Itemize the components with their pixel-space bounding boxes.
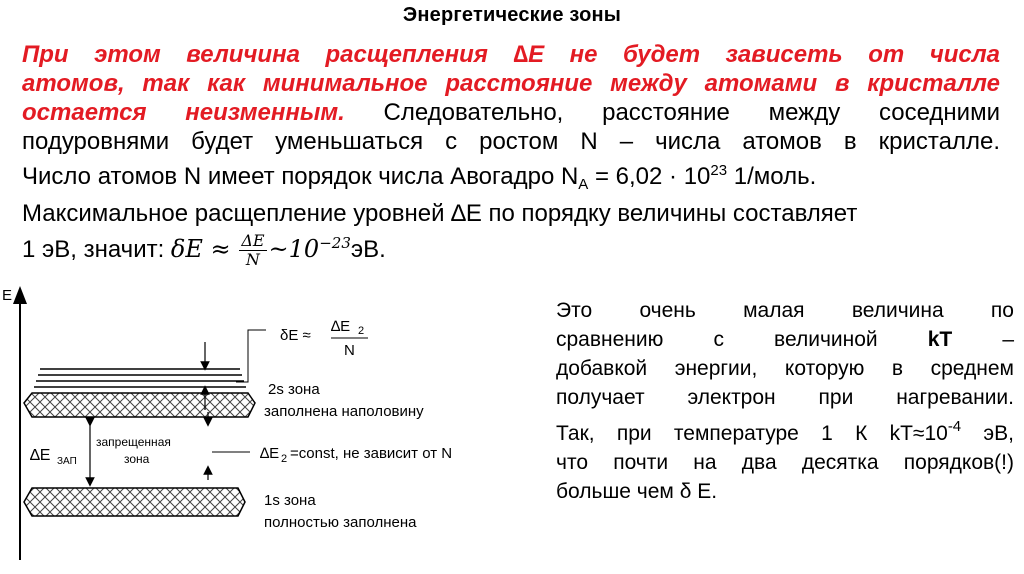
- paragraph-line-6: Максимальное расщепление уровней ∆E по порядку величины составляет: [22, 200, 858, 227]
- explanation-line-5: [556, 412, 1014, 448]
- forbidden-zone-label-1: запрещенная: [96, 435, 171, 449]
- explanation-line-5-a: Так, при температуре 1 К kT≈10: [556, 422, 948, 445]
- explanation-text: [556, 296, 1014, 506]
- avogadro-exponent: 23: [710, 162, 728, 179]
- dE-formula-numerator: ∆E: [331, 318, 351, 335]
- zone-1s-label: 1s зона: [264, 492, 316, 509]
- avogadro-subscript: A: [578, 176, 589, 193]
- red-statement-line-1: При этом величина расщепления ∆E не будет зависеть от числа: [22, 41, 1000, 68]
- formula-fraction: [239, 232, 266, 269]
- avogadro-text: Число атомов N имеет порядок числа Авогадро N: [22, 163, 579, 190]
- formula-rhs: ~10: [268, 234, 320, 263]
- page-title: Энергетические зоны: [402, 4, 622, 26]
- e2-label-sub: 2: [281, 453, 288, 465]
- band-2s: [24, 369, 255, 417]
- explanation-line-2-a: сравнению с величиной: [556, 328, 928, 351]
- band-1s: [24, 488, 245, 516]
- formula-denominator: N: [245, 250, 260, 269]
- kt-term: kT: [927, 328, 953, 351]
- explanation-line-4: получает электрон при нагревании.: [556, 386, 1014, 409]
- explanation-line-2-c: –: [952, 328, 1015, 351]
- explanation-line-5-b: эВ,: [961, 422, 1014, 445]
- paragraph-line-3-text: Следовательно, расстояние между соседними: [344, 99, 1000, 126]
- dE-formula-denominator: N: [344, 342, 355, 359]
- red-statement-line-2: атомов, так как минимальное расстояние между атомами в кристалле: [22, 70, 1000, 97]
- explanation-line-1: Это очень малая величина по: [556, 299, 1014, 322]
- paragraph-line-5: [22, 156, 1000, 199]
- kt-exponent: -4: [947, 418, 962, 435]
- zone-2s-status: заполнена наполовину: [264, 403, 424, 420]
- zone-2s-label: 2s зона: [268, 381, 320, 398]
- dE-pointer: [236, 330, 266, 382]
- explanation-line-2: [556, 325, 1014, 354]
- paragraph-line-3: [22, 98, 1000, 127]
- energy-axis-label: E: [2, 287, 13, 304]
- energy-axis-arrow-icon: [13, 286, 27, 304]
- formula-exponent: −23: [319, 233, 351, 252]
- e2-label: ∆E: [260, 445, 280, 462]
- dE-formula-numerator-sub: 2: [358, 325, 365, 337]
- e2-label-rest: =const, не зависит от N: [290, 445, 453, 462]
- formula-lhs: δE ≈: [170, 234, 231, 263]
- energy-band-diagram: [0, 282, 540, 572]
- explanation-line-6: что почти на два десятка порядков(!): [556, 451, 1014, 474]
- formula-line: [22, 232, 386, 269]
- formula-numerator: ΔE: [241, 231, 265, 250]
- explanation-line-3: добавкой энергии, которую в среднем: [556, 357, 1014, 380]
- avogadro-value: = 6,02 · 10: [588, 163, 711, 190]
- red-statement-line-3: остается неизменным.: [22, 99, 345, 126]
- gap-label: ∆E: [30, 447, 51, 464]
- paragraph-line-4: подуровнями будет уменьшаться с ростом N – числа атомов в кристалле.: [22, 128, 1000, 155]
- formula-intro: 1 эВ, значит:: [22, 235, 171, 263]
- gap-label-sub: ЗАП: [57, 456, 77, 467]
- zone-1s-status: полностью заполнена: [264, 514, 417, 531]
- dE-formula-prefix: δE ≈: [280, 327, 311, 344]
- main-paragraph: [22, 40, 1000, 228]
- avogadro-unit: 1/моль.: [727, 163, 817, 190]
- forbidden-zone-label-2: зона: [124, 452, 150, 466]
- formula-unit: эВ.: [350, 235, 386, 263]
- explanation-line-7: больше чем δ Е.: [556, 480, 718, 503]
